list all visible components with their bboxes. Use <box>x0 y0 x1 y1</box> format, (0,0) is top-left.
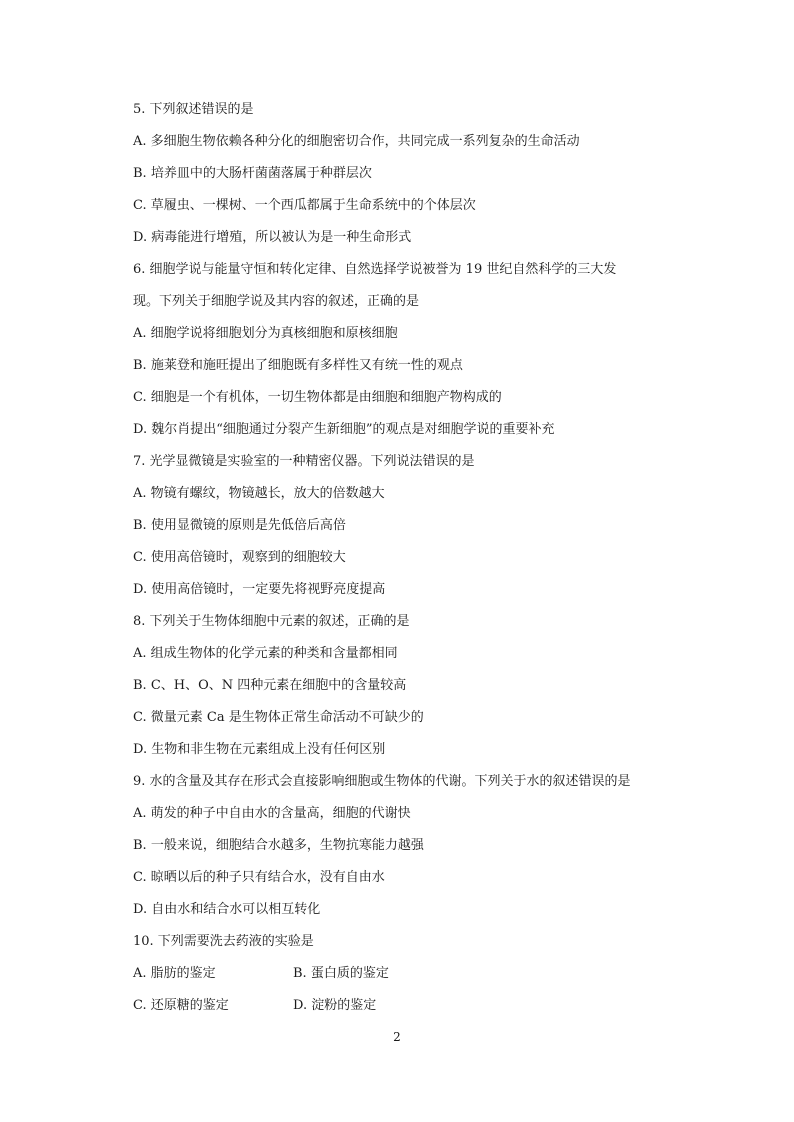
question-9-option-b: B. 一般来说，细胞结合水越多，生物抗寒能力越强 <box>133 838 424 853</box>
question-5-option-d: D. 病毒能进行增殖，所以被认为是一种生命形式 <box>133 230 412 245</box>
question-5-option-c: C. 草履虫、一棵树、一个西瓜都属于生命系统中的个体层次 <box>133 198 476 213</box>
question-6-option-d: D. 魏尔肖提出“细胞通过分裂产生新细胞”的观点是对细胞学说的重要补充 <box>133 422 555 437</box>
question-7-option-c: C. 使用高倍镜时，观察到的细胞较大 <box>133 550 346 565</box>
question-content <box>133 102 693 1030</box>
question-6-option-c: C. 细胞是一个有机体，一切生物体都是由细胞和细胞产物构成的 <box>133 390 502 405</box>
question-10-option-c: C. 还原糖的鉴定 <box>133 998 229 1013</box>
question-10-option-d: D. 淀粉的鉴定 <box>293 998 377 1013</box>
question-5-option-a: A. 多细胞生物依赖各种分化的细胞密切合作，共同完成一系列复杂的生命活动 <box>133 134 580 149</box>
question-9-option-a: A. 萌发的种子中自由水的含量高，细胞的代谢快 <box>133 806 411 821</box>
question-7-stem: 7. 光学显微镜是实验室的一种精密仪器。下列说法错误的是 <box>133 454 475 469</box>
question-8-option-a: A. 组成生物体的化学元素的种类和含量都相同 <box>133 646 398 661</box>
question-7-option-a: A. 物镜有螺纹，物镜越长，放大的倍数越大 <box>133 486 385 501</box>
question-6-option-b: B. 施莱登和施旺提出了细胞既有多样性又有统一性的观点 <box>133 358 463 373</box>
question-5-stem: 5. 下列叙述错误的是 <box>133 102 254 117</box>
page-number: 2 <box>393 1030 401 1044</box>
question-10-option-b: B. 蛋白质的鉴定 <box>293 966 389 981</box>
question-9-option-d: D. 自由水和结合水可以相互转化 <box>133 902 321 917</box>
question-10-options-row-2 <box>133 998 693 1014</box>
question-10-stem: 10. 下列需要洗去药液的实验是 <box>133 934 314 949</box>
question-8-stem: 8. 下列关于生物体细胞中元素的叙述，正确的是 <box>133 614 410 629</box>
question-5-option-b: B. 培养皿中的大肠杆菌菌落属于种群层次 <box>133 166 372 181</box>
question-8-option-c: C. 微量元素 Ca 是生物体正常生命活动不可缺少的 <box>133 710 424 725</box>
question-6-option-a: A. 细胞学说将细胞划分为真核细胞和原核细胞 <box>133 326 398 341</box>
question-10-option-a: A. 脂肪的鉴定 <box>133 966 216 981</box>
question-9-stem: 9. 水的含量及其存在形式会直接影响细胞或生物体的代谢。下列关于水的叙述错误的是 <box>133 774 631 789</box>
question-8-option-b: B. C、H、O、N 四种元素在细胞中的含量较高 <box>133 678 407 693</box>
question-8-option-d: D. 生物和非生物在元素组成上没有任何区别 <box>133 742 386 757</box>
question-7-option-d: D. 使用高倍镜时，一定要先将视野亮度提高 <box>133 582 386 597</box>
question-6-stem-line-1: 6. 细胞学说与能量守恒和转化定律、自然选择学说被誉为 19 世纪自然科学的三大发 <box>133 262 617 277</box>
question-7-option-b: B. 使用显微镜的原则是先低倍后高倍 <box>133 518 346 533</box>
question-9-option-c: C. 晾晒以后的种子只有结合水，没有自由水 <box>133 870 385 885</box>
question-6-stem-line-2: 现。下列关于细胞学说及其内容的叙述，正确的是 <box>133 294 420 309</box>
question-10-options-row-1 <box>133 966 693 982</box>
